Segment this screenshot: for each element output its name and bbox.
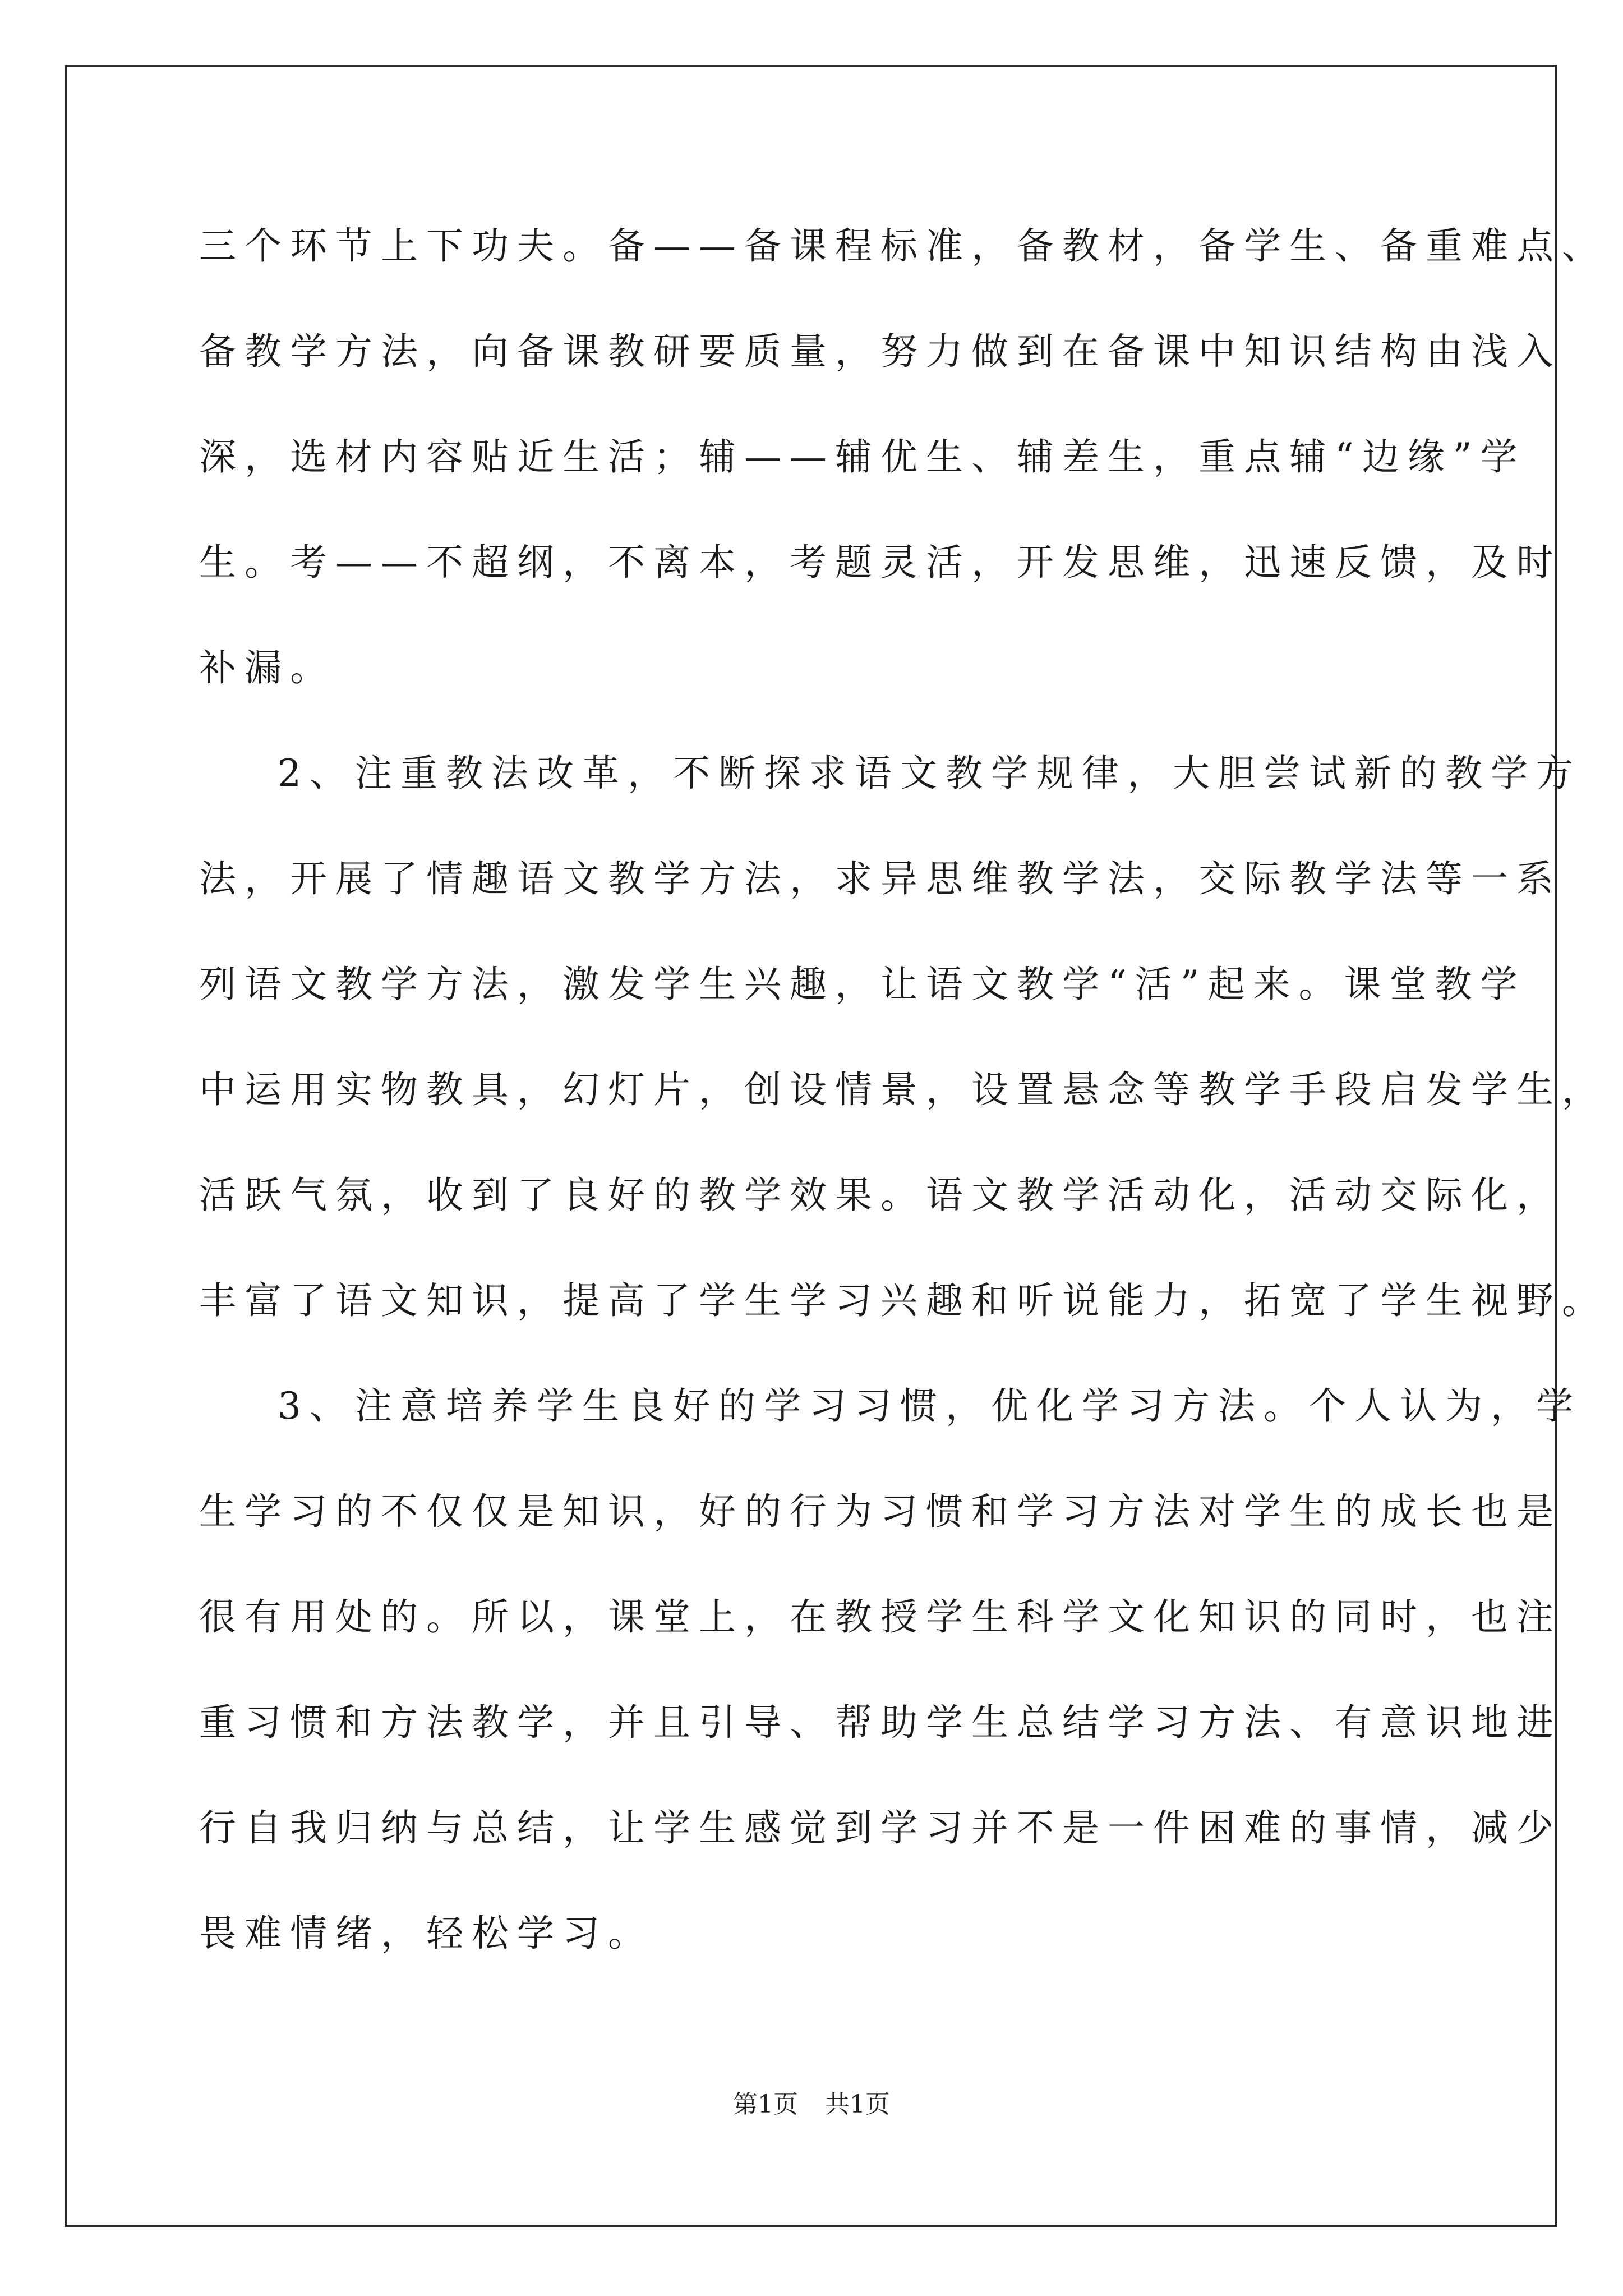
- text-line: 备教学方法，向备课教研要质量，努力做到在备课中知识结构由浅入: [199, 330, 1562, 373]
- page-total: 共1页: [825, 2090, 890, 2119]
- paragraph-start-line: 2、注重教法改革，不断探求语文教学规律，大胆尝试新的教学方: [278, 752, 1581, 795]
- document-body: [199, 194, 1607, 1986]
- text-line: 畏难情绪，轻松学习。: [199, 1912, 653, 1955]
- text-line: 法，开展了情趣语文教学方法，求异思维教学法，交际教学法等一系: [199, 857, 1562, 900]
- text-line: 三个环节上下功夫。备——备课程标准，备教材，备学生、备重难点、: [199, 224, 1607, 268]
- text-line: 中运用实物教具，幻灯片，创设情景，设置悬念等教学手段启发学生，: [199, 1068, 1607, 1111]
- text-line: 深，选材内容贴近生活；辅——辅优生、辅差生，重点辅“边缘”学: [199, 435, 1526, 478]
- text-line: 生。考——不超纲，不离本，考题灵活，开发思维，迅速反馈，及时: [199, 541, 1562, 584]
- page-number: 第1页: [733, 2090, 798, 2119]
- page-footer: [0, 2084, 1623, 2120]
- text-line: 补漏。: [199, 646, 335, 689]
- text-line: 列语文教学方法，激发学生兴趣，让语文教学“活”起来。课堂教学: [199, 963, 1526, 1006]
- text-line: 生学习的不仅仅是知识，好的行为习惯和学习方法对学生的成长也是: [199, 1490, 1562, 1533]
- paragraph-start-line: 3、注意培养学生良好的学习习惯，优化学习方法。个人认为，学: [278, 1384, 1581, 1428]
- text-line: 很有用处的。所以，课堂上，在教授学生科学文化知识的同时，也注: [199, 1595, 1562, 1639]
- text-line: 活跃气氛，收到了良好的教学效果。语文教学活动化，活动交际化，: [199, 1174, 1562, 1217]
- text-line: 重习惯和方法教学，并且引导、帮助学生总结学习方法、有意识地进: [199, 1701, 1562, 1744]
- text-line: 丰富了语文知识，提高了学生学习兴趣和听说能力，拓宽了学生视野。: [199, 1279, 1607, 1322]
- text-line: 行自我归纳与总结，让学生感觉到学习并不是一件困难的事情，减少: [199, 1806, 1562, 1849]
